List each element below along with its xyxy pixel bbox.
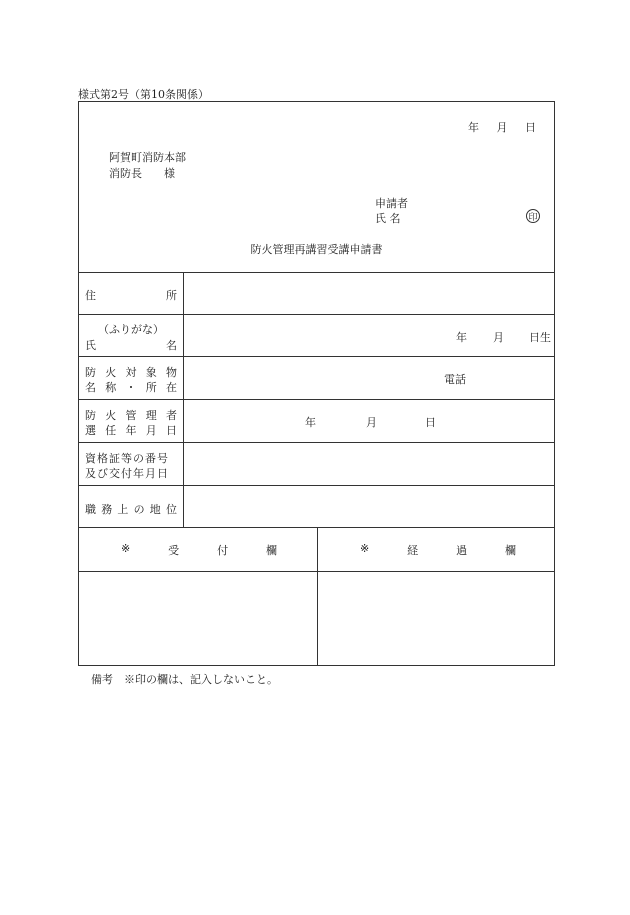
label-char: ・ bbox=[125, 381, 137, 394]
label-address bbox=[79, 272, 184, 314]
remarks-note: 備考 ※印の欄は、記入しないこと。 bbox=[91, 673, 278, 686]
label-qualification bbox=[79, 443, 184, 485]
label-char: 管 bbox=[125, 409, 137, 422]
row-name bbox=[79, 315, 554, 357]
label-char: 氏 bbox=[85, 339, 96, 352]
qualification-label-line1: 資格証等の番号 bbox=[85, 452, 169, 465]
label-char: 者 bbox=[166, 409, 177, 422]
reception-box bbox=[79, 572, 317, 665]
progress-header-char: ※ bbox=[360, 542, 370, 555]
label-char: 職 bbox=[85, 503, 96, 516]
label-char: 理 bbox=[145, 409, 157, 422]
row-address bbox=[79, 272, 554, 315]
label-char: 務 bbox=[101, 503, 113, 516]
label-char: 月 bbox=[145, 424, 157, 437]
label-char: 物 bbox=[166, 366, 177, 379]
address-field[interactable] bbox=[185, 272, 554, 314]
label-facility bbox=[79, 357, 184, 399]
document-title: 防火管理再講習受講申請書 bbox=[250, 243, 383, 256]
label-char: 火 bbox=[105, 366, 117, 379]
reception-header-char: 付 bbox=[217, 544, 229, 557]
progress-header-char: 欄 bbox=[504, 544, 516, 557]
label-char: 選 bbox=[85, 424, 96, 437]
label-char: 地 bbox=[149, 503, 161, 516]
row-facility bbox=[79, 357, 554, 400]
appointment-month-label: 月 bbox=[366, 416, 377, 429]
label-char: 住 bbox=[85, 289, 96, 302]
seal-mark-icon: 印 bbox=[526, 209, 540, 223]
label-char: 防 bbox=[85, 409, 96, 422]
label-char: 象 bbox=[145, 366, 157, 379]
reception-header-char: 受 bbox=[168, 544, 180, 557]
qualification-label-line2: 及び交付年月日 bbox=[85, 467, 169, 480]
reception-header-char: ※ bbox=[121, 542, 131, 555]
label-char: 上 bbox=[117, 503, 129, 516]
label-char: 名 bbox=[85, 381, 96, 394]
row-appointment-date bbox=[79, 400, 554, 443]
label-char: 所 bbox=[166, 289, 177, 302]
form-number: 様式第2号（第10条関係） bbox=[78, 88, 209, 101]
progress-header-char: 過 bbox=[456, 544, 468, 557]
date-line: 年 月 日 bbox=[468, 121, 536, 134]
label-position bbox=[79, 486, 184, 527]
appointment-year-label: 年 bbox=[305, 416, 316, 429]
label-char: 日 bbox=[166, 424, 177, 437]
label-char: 所 bbox=[145, 381, 157, 394]
row-position bbox=[79, 486, 554, 528]
applicant-label: 申請者 bbox=[375, 197, 408, 210]
label-appointment-date bbox=[79, 400, 184, 442]
label-char: の bbox=[133, 503, 145, 516]
label-char: 年 bbox=[125, 424, 137, 437]
reception-header bbox=[121, 542, 277, 558]
form-header-block bbox=[79, 102, 554, 273]
progress-header-char: 経 bbox=[407, 544, 419, 557]
label-char: 在 bbox=[166, 381, 177, 394]
row-qualification bbox=[79, 443, 554, 486]
label-char: 火 bbox=[105, 409, 117, 422]
qualification-field[interactable] bbox=[185, 443, 554, 485]
label-char: 防 bbox=[85, 366, 96, 379]
honorific: 様 bbox=[164, 167, 175, 180]
label-name bbox=[79, 315, 184, 356]
label-char: 名 bbox=[166, 339, 177, 352]
reception-header-char: 欄 bbox=[265, 544, 277, 557]
applicant-name-label: 氏 名 bbox=[375, 212, 401, 225]
appointment-day-label: 日 bbox=[425, 416, 436, 429]
phone-label: 電話 bbox=[444, 373, 466, 386]
applicant-block bbox=[375, 196, 408, 226]
birth-month-label: 月 bbox=[493, 331, 504, 344]
position-field[interactable] bbox=[185, 486, 554, 527]
fire-department-name: 阿賀町消防本部 bbox=[109, 151, 186, 164]
label-char: 対 bbox=[125, 366, 137, 379]
addressee bbox=[109, 150, 186, 182]
progress-header bbox=[360, 542, 516, 558]
chief-title: 消防長 bbox=[109, 167, 142, 180]
furigana-label: （ふりがな） bbox=[98, 323, 164, 336]
application-form bbox=[78, 101, 555, 666]
birth-day-label: 日生 bbox=[529, 331, 551, 344]
label-char: 任 bbox=[105, 424, 117, 437]
birth-year-label: 年 bbox=[456, 331, 467, 344]
label-char: 称 bbox=[105, 381, 117, 394]
progress-box bbox=[318, 572, 554, 665]
chief-line bbox=[109, 166, 186, 182]
facility-field[interactable] bbox=[185, 357, 554, 399]
label-char: 位 bbox=[165, 503, 177, 516]
